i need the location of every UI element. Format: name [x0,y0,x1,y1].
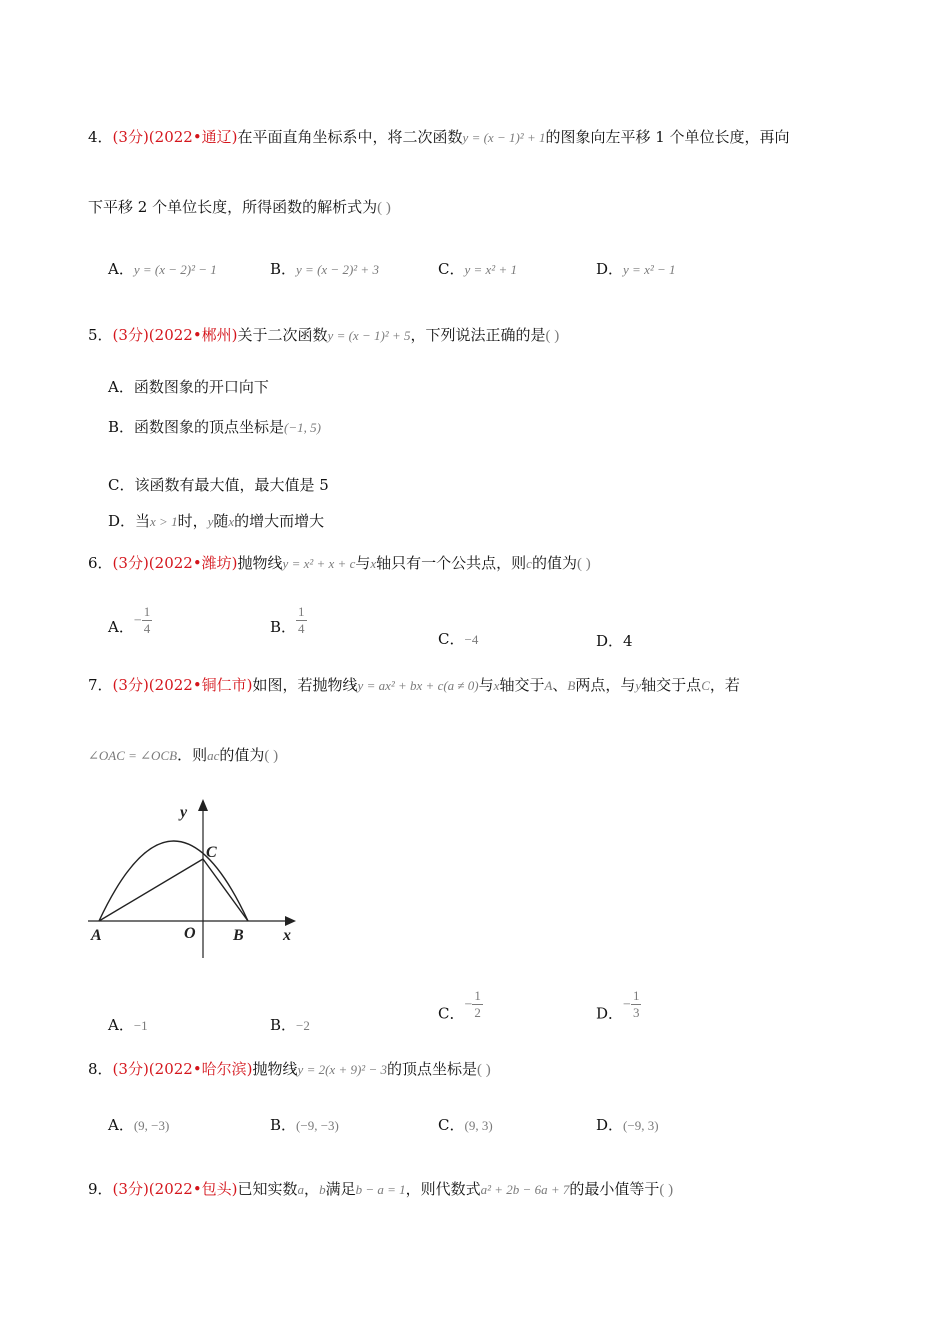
label-o: O [184,925,196,942]
q7-text4: 、 [552,676,568,694]
q6-option-b[interactable] [270,604,307,637]
q6-text2: 与 [355,554,371,572]
q4-line2 [88,196,391,217]
option-text: C．该函数有最大值，最大值是 5 [108,476,329,494]
q5-line1 [88,324,559,345]
q7-text7: ，若 [709,676,740,694]
option-value: y = x² + 1 [464,262,517,277]
fraction-numerator: 1 [298,604,305,619]
q8-number: 8． [88,1060,113,1078]
option-value: (−9, −3) [296,1118,339,1133]
q5-answer-paren: ( ) [545,328,560,344]
fraction-denominator: 2 [474,1005,481,1020]
parabola-curve [99,841,248,921]
q8-text1: 抛物线 [252,1060,298,1078]
q4-option-a[interactable] [108,258,217,279]
option-label: D． [596,1004,624,1023]
q7-answer-paren: ( ) [264,748,279,764]
q6-math-x: x [370,556,377,571]
q4-formula: y = (x − 1)² + 1 [462,130,546,145]
segment-cb [203,859,248,921]
q7-line2-text2: 的值为 [219,746,265,764]
option-label: D． [596,1116,624,1134]
q4-line1 [88,126,790,147]
option-sign: − [133,613,142,629]
q7-parabola-figure [80,795,310,965]
label-c: C [206,844,217,861]
q7-math-b: B [567,678,576,693]
q7-text5: 两点，与 [575,676,636,694]
q4-option-c[interactable] [438,258,517,279]
fraction-denominator: 4 [143,621,151,636]
q9-text1: 已知实数 [237,1180,298,1198]
q7-math-y: y [635,678,642,693]
option-label: D． [596,632,624,650]
fraction-numerator: 1 [474,988,481,1003]
option-label: C． [438,260,465,278]
option-label: A． [108,260,134,278]
q8-formula: y = 2(x + 9)² − 3 [297,1062,387,1077]
q7-text6: 轴交于点 [641,676,702,694]
option-sign: − [623,997,631,1013]
option-value: −2 [296,1018,310,1033]
option-math: x > 1 [150,514,178,529]
q9-text2: ， [304,1180,320,1198]
option-label: B． [270,618,297,636]
q7-option-a[interactable] [108,1014,148,1035]
label-b: B [233,927,244,944]
q9-text3: 满足 [325,1180,356,1198]
q6-option-a[interactable] [108,604,152,637]
q7-math-a: A [544,678,553,693]
x-axis-arrow-icon [285,916,296,926]
option-math: y [207,514,214,529]
q8-option-a[interactable] [108,1114,169,1135]
option-sign: − [464,997,473,1013]
option-label: C． [438,1004,465,1023]
option-text: D．当 [108,512,151,530]
q6-source-tag: (3分)(2022•潍坊) [112,554,238,572]
y-axis-arrow-icon [198,799,208,811]
option-label: C． [438,630,465,648]
fraction-numerator: 1 [632,988,640,1003]
q5-option-a[interactable] [108,376,269,397]
q5-option-d[interactable] [108,510,324,531]
option-label: B． [270,1116,297,1134]
q7-math-c: C [701,678,710,693]
option-value: −1 [133,1018,148,1033]
q5-formula: y = (x − 1)² + 5 [327,328,411,343]
fraction-denominator: 4 [298,621,305,636]
q9-line1 [88,1178,673,1199]
q6-option-d[interactable] [596,630,633,651]
q5-option-c[interactable] [108,474,329,495]
q6-number: 6． [88,554,113,572]
q9-math-a: a [297,1182,305,1197]
option-label: B． [270,260,297,278]
q4-option-d[interactable] [596,258,676,279]
q4-text3: 下平移 2 个单位长度，所得函数的解析式为 [88,198,378,216]
option-math: (−1, 5) [284,420,321,435]
q6-line1 [88,552,591,573]
q9-expression: a² + 2b − 6a + 7 [480,1182,570,1197]
q4-source-tag: (3分)(2022•通辽) [112,128,238,146]
q8-option-c[interactable] [438,1114,493,1135]
q7-option-d[interactable] [596,988,641,1024]
q6-formula: y = x² + x + c [282,556,356,571]
q6-math-c: c [526,556,532,571]
q7-option-c[interactable] [438,988,483,1024]
q6-text3: 轴只有一个公共点，则 [376,554,527,572]
option-label: B． [270,1016,297,1034]
q5-source-tag: (3分)(2022•郴州) [112,326,238,344]
q4-option-b[interactable] [270,258,379,279]
option-label: A． [108,1116,134,1134]
option-value: (−9, 3) [623,1118,659,1133]
q8-answer-paren: ( ) [476,1062,491,1078]
option-text: A．函数图象的开口向下 [108,378,269,396]
option-label: C． [438,1116,465,1134]
q9-condition: b − a = 1 [355,1182,406,1197]
q7-text2: 与 [478,676,494,694]
q4-answer-paren: ( ) [377,200,391,216]
q4-text2: 的图象向左平移 1 个单位长度，再向 [545,128,790,146]
option-fraction [142,604,153,637]
option-label: A． [108,1016,134,1034]
q5-number: 5． [88,326,113,344]
option-value: −4 [464,632,479,647]
q6-text1: 抛物线 [237,554,283,572]
option-text: 时， [177,512,208,530]
label-a: A [91,927,102,944]
q7-math-ac: ac [207,748,220,763]
option-label: D． [596,260,624,278]
option-value: 4 [623,632,633,650]
option-text: B．函数图象的顶点坐标是 [108,418,285,436]
q7-line1 [88,674,740,695]
q7-number: 7． [88,676,113,694]
fraction-denominator: 3 [632,1005,640,1020]
q6-option-c[interactable] [438,628,478,649]
q7-line2-text: ．则 [177,746,208,764]
option-fraction [472,988,483,1021]
q8-option-d[interactable] [596,1114,659,1135]
option-value: (9, 3) [464,1118,493,1133]
option-value: y = (x − 2)² − 1 [133,262,217,277]
q8-source-tag: (3分)(2022•哈尔滨) [112,1060,253,1078]
option-value: y = x² − 1 [623,262,676,277]
q9-text4: ，则代数式 [405,1180,481,1198]
q5-option-b[interactable] [108,416,321,437]
q9-text5: 的最小值等于 [569,1180,660,1198]
q7-formula: y = ax² + bx + c(a ≠ 0) [357,678,479,693]
option-math: x [228,514,235,529]
q5-text2: ，下列说法正确的是 [410,326,546,344]
q9-answer-paren: ( ) [659,1182,674,1198]
fraction-numerator: 1 [143,604,151,619]
q7-math-x: x [493,678,500,693]
option-label: A． [108,618,134,636]
q7-text3: 轴交于 [499,676,545,694]
q4-text1: 在平面直角坐标系中，将二次函数 [237,128,463,146]
q7-angle-condition: ∠OAC = ∠OCB [88,748,178,763]
q9-math-b: b [319,1182,326,1197]
q8-option-b[interactable] [270,1114,339,1135]
option-value: y = (x − 2)² + 3 [296,262,379,277]
option-value: (9, −3) [133,1118,170,1133]
q9-source-tag: (3分)(2022•包头) [112,1180,238,1198]
q7-option-b[interactable] [270,1014,310,1035]
q8-line1 [88,1058,491,1079]
q6-answer-paren: ( ) [576,556,591,572]
q7-text1: 如图，若抛物线 [252,676,358,694]
q6-text4: 的值为 [531,554,577,572]
q7-line2 [88,744,278,765]
q8-text2: 的顶点坐标是 [386,1060,477,1078]
q7-source-tag: (3分)(2022•铜仁市) [112,676,253,694]
q4-number: 4． [88,128,113,146]
label-y: y [180,804,188,821]
label-x: x [283,927,291,944]
q5-text1: 关于二次函数 [237,326,328,344]
q9-number: 9． [88,1180,113,1198]
option-fraction [631,988,642,1021]
option-fraction [296,604,307,637]
option-text: 随 [213,512,229,530]
option-text: 的增大而增大 [234,512,325,530]
